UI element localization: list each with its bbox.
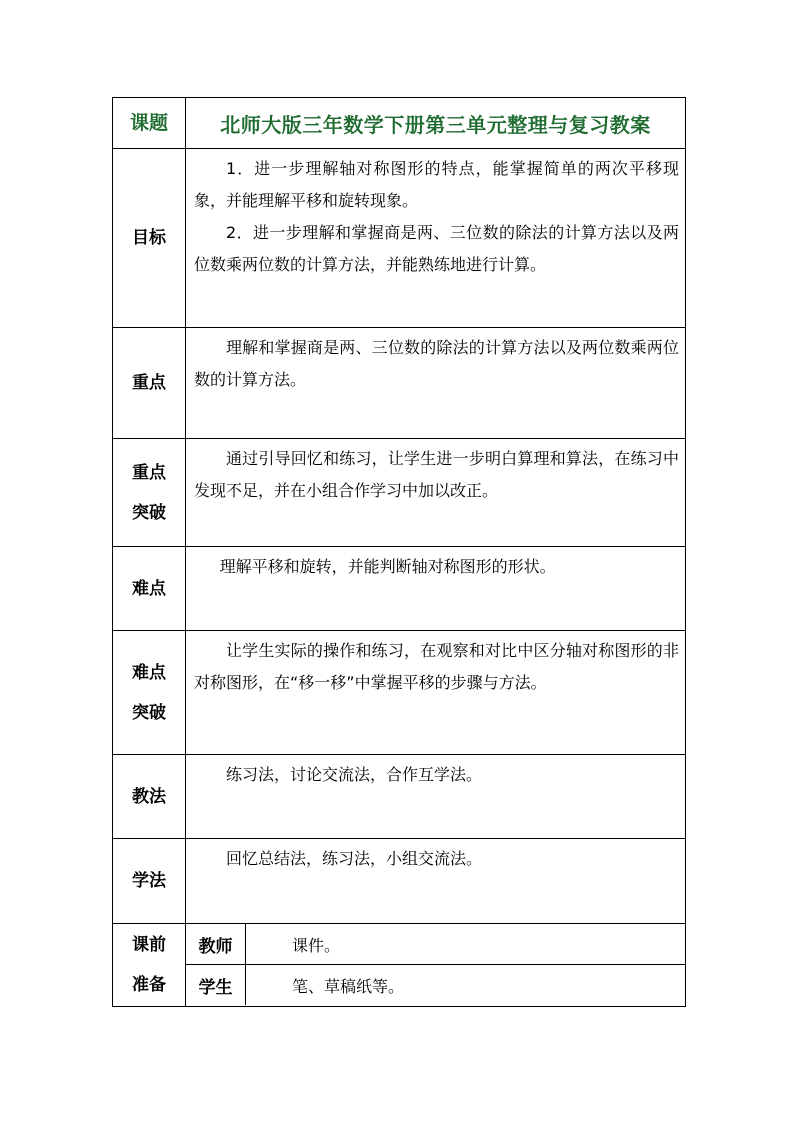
key-point-text: 理解和掌握商是两、三位数的除法的计算方法以及两位数乘两位数的计算方法。 — [194, 338, 679, 389]
goal-item-2: 2．进一步理解和掌握商是两、三位数的除法的计算方法以及两位数乘两位数的计算方法，并能熟练地进行计算。 — [194, 223, 679, 274]
difficulty-content — [186, 547, 686, 631]
key-point-row — [113, 328, 686, 439]
teacher-value: 课件。 — [246, 924, 686, 965]
student-label: 学生 — [186, 965, 246, 1006]
key-breakthrough-row — [113, 439, 686, 547]
preparation-table — [186, 924, 685, 1005]
key-breakthrough-content — [186, 439, 686, 547]
difficulty-breakthrough-content — [186, 631, 686, 755]
difficulty-breakthrough-row — [113, 631, 686, 755]
difficulty-label: 难点 — [113, 547, 186, 631]
teacher-label: 教师 — [186, 924, 246, 965]
learning-method-row — [113, 839, 686, 924]
difficulty-breakthrough-label — [113, 631, 186, 755]
teaching-method-row — [113, 755, 686, 839]
preparation-row — [113, 924, 686, 1007]
difficulty-text: 理解平移和旋转，并能判断轴对称图形的形状。 — [219, 557, 556, 576]
difficulty-row — [113, 547, 686, 631]
lesson-title: 北师大版三年数学下册第三单元整理与复习教案 — [186, 98, 686, 149]
key-point-label: 重点 — [113, 328, 186, 439]
title-label: 课题 — [113, 98, 186, 149]
preparation-content — [186, 924, 686, 1007]
teaching-method-text: 练习法，讨论交流法，合作互学法。 — [226, 765, 483, 784]
key-breakthrough-label-line1: 重点 — [132, 462, 166, 483]
title-row — [113, 98, 686, 149]
goals-row — [113, 149, 686, 328]
key-breakthrough-text: 通过引导回忆和练习，让学生进一步明白算理和算法，在练习中发现不足，并在小组合作学习中加以改正。 — [194, 449, 679, 500]
teaching-method-label: 教法 — [113, 755, 186, 839]
preparation-teacher-row — [186, 924, 685, 965]
goals-label: 目标 — [113, 149, 186, 328]
student-value: 笔、草稿纸等。 — [246, 965, 686, 1006]
learning-method-label: 学法 — [113, 839, 186, 924]
preparation-student-row — [186, 965, 685, 1006]
preparation-label-line1: 课前 — [132, 935, 166, 955]
teaching-method-content — [186, 755, 686, 839]
key-breakthrough-label-line2: 突破 — [132, 502, 166, 523]
goal-item-1: 1．进一步理解轴对称图形的特点，能掌握简单的两次平移现象，并能理解平移和旋转现象。 — [194, 159, 679, 210]
goals-content — [186, 149, 686, 328]
key-breakthrough-label — [113, 439, 186, 547]
difficulty-breakthrough-text: 让学生实际的操作和练习，在观察和对比中区分轴对称图形的非对称图形，在“移一移”中掌握平移的步骤与方法。 — [194, 641, 679, 692]
preparation-label — [113, 924, 186, 1007]
key-point-content — [186, 328, 686, 439]
lesson-plan-table — [112, 97, 686, 1007]
learning-method-content — [186, 839, 686, 924]
difficulty-breakthrough-label-line1: 难点 — [132, 662, 166, 683]
learning-method-text: 回忆总结法，练习法，小组交流法。 — [226, 849, 483, 868]
difficulty-breakthrough-label-line2: 突破 — [132, 702, 166, 723]
preparation-label-line2: 准备 — [132, 975, 166, 995]
